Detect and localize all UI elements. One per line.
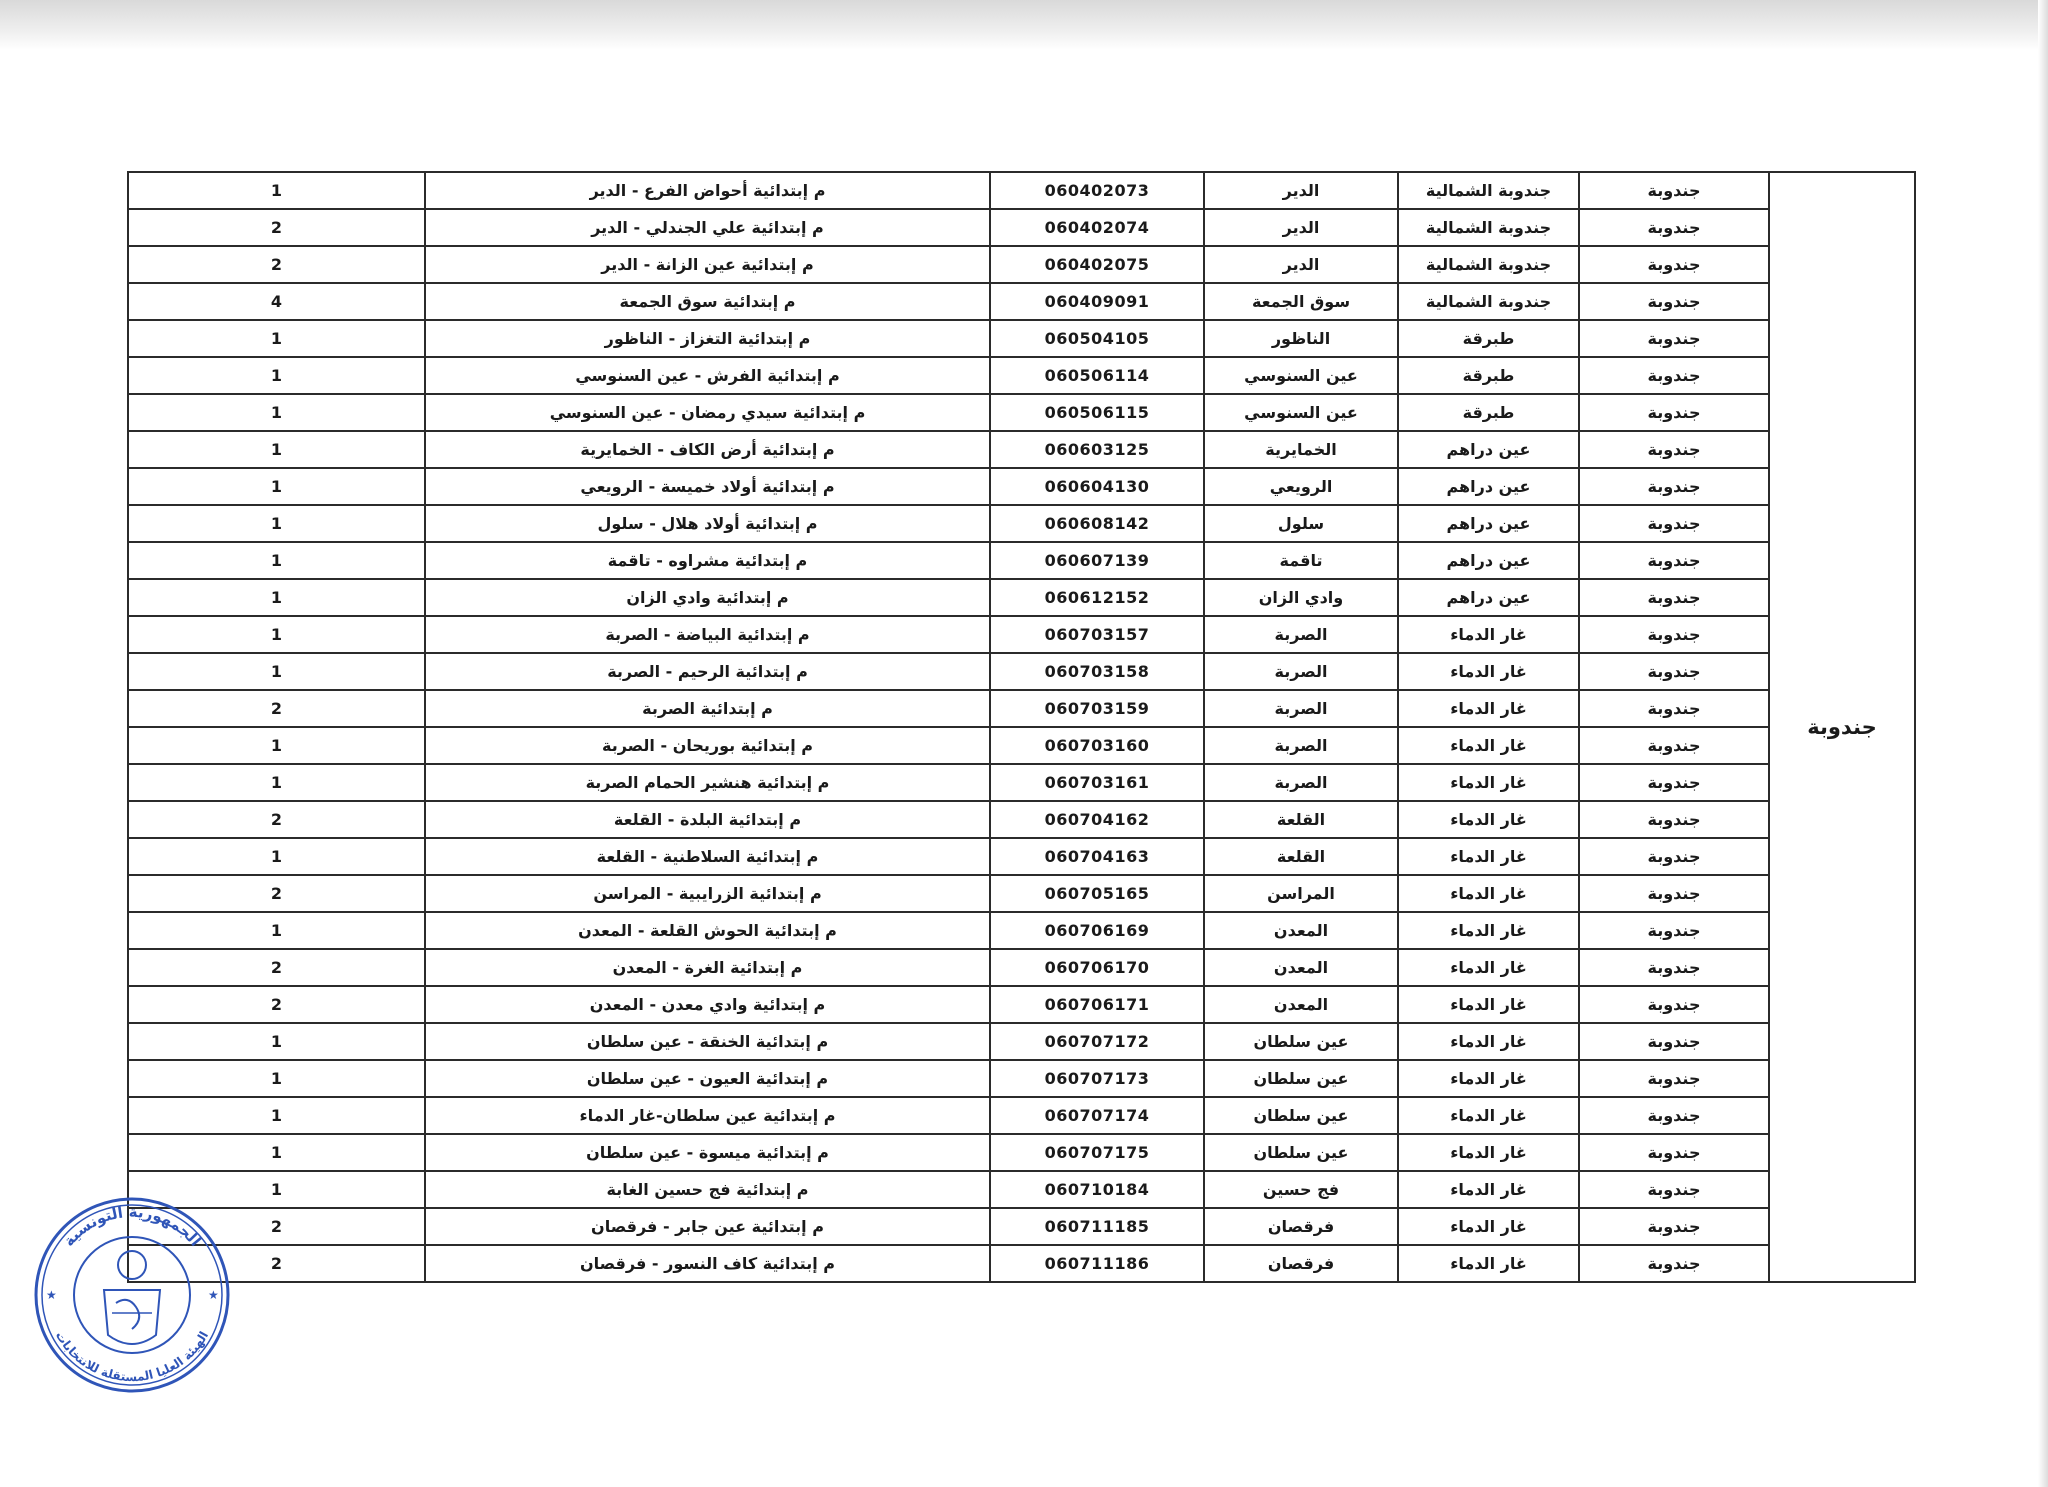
station-code-cell: 060707175	[990, 1134, 1204, 1171]
governorate-cell: جندوبة	[1579, 1245, 1769, 1282]
table-row	[128, 394, 1915, 431]
office-count-cell: 1	[128, 727, 425, 764]
station-code-cell: 060707174	[990, 1097, 1204, 1134]
svg-text:الهيئة العليا المستقلة للانتخا	[53, 1329, 211, 1384]
station-code-cell: 060711186	[990, 1245, 1204, 1282]
sector-cell: فج حسين	[1204, 1171, 1398, 1208]
delegation-cell: غار الدماء	[1398, 875, 1579, 912]
office-count-cell: 1	[128, 1171, 425, 1208]
table-row	[128, 209, 1915, 246]
school-name-cell: م إبتدائية كاف النسور - فرقصان	[425, 1245, 990, 1282]
governorate-cell: جندوبة	[1579, 579, 1769, 616]
station-code-cell: 060612152	[990, 579, 1204, 616]
sector-cell: فرقصان	[1204, 1245, 1398, 1282]
delegation-cell: غار الدماء	[1398, 690, 1579, 727]
sector-cell: المعدن	[1204, 949, 1398, 986]
school-name-cell: م إبتدائية الرحيم - الصربة	[425, 653, 990, 690]
delegation-cell: عين دراهم	[1398, 505, 1579, 542]
sector-cell: سلول	[1204, 505, 1398, 542]
governorate-cell: جندوبة	[1579, 1060, 1769, 1097]
school-name-cell: م إبتدائية أولاد خميسة - الرويعي	[425, 468, 990, 505]
delegation-cell: عين دراهم	[1398, 542, 1579, 579]
school-name-cell: م إبتدائية بوريحان - الصربة	[425, 727, 990, 764]
sector-cell: سوق الجمعة	[1204, 283, 1398, 320]
sector-cell: المراسن	[1204, 875, 1398, 912]
governorate-cell: جندوبة	[1579, 431, 1769, 468]
station-code-cell: 060704162	[990, 801, 1204, 838]
table-row	[128, 320, 1915, 357]
office-count-cell: 1	[128, 912, 425, 949]
sector-cell: عين سلطان	[1204, 1134, 1398, 1171]
sector-cell: القلعة	[1204, 838, 1398, 875]
table-row	[128, 172, 1915, 209]
table-row	[128, 949, 1915, 986]
sector-cell: الدير	[1204, 209, 1398, 246]
table-row	[128, 1245, 1915, 1282]
station-code-cell: 060706171	[990, 986, 1204, 1023]
office-count-cell: 1	[128, 653, 425, 690]
delegation-cell: غار الدماء	[1398, 653, 1579, 690]
governorate-cell: جندوبة	[1579, 1208, 1769, 1245]
table-row	[128, 542, 1915, 579]
delegation-cell: غار الدماء	[1398, 912, 1579, 949]
office-count-cell: 1	[128, 394, 425, 431]
table-row	[128, 505, 1915, 542]
sector-cell: الصربة	[1204, 727, 1398, 764]
office-count-cell: 1	[128, 468, 425, 505]
governorate-cell: جندوبة	[1579, 949, 1769, 986]
delegation-cell: طبرقة	[1398, 357, 1579, 394]
school-name-cell: م إبتدائية البلدة - القلعة	[425, 801, 990, 838]
school-name-cell: م إبتدائية عين الزانة - الدير	[425, 246, 990, 283]
governorate-cell: جندوبة	[1579, 505, 1769, 542]
office-count-cell: 1	[128, 320, 425, 357]
sector-cell: فرقصان	[1204, 1208, 1398, 1245]
school-name-cell: م إبتدائية عين سلطان-غار الدماء	[425, 1097, 990, 1134]
governorate-cell: جندوبة	[1579, 283, 1769, 320]
delegation-cell: عين دراهم	[1398, 468, 1579, 505]
delegation-cell: غار الدماء	[1398, 1208, 1579, 1245]
station-code-cell: 060604130	[990, 468, 1204, 505]
table-row	[128, 1023, 1915, 1060]
station-code-cell: 060506115	[990, 394, 1204, 431]
table-row	[128, 579, 1915, 616]
station-code-cell: 060703159	[990, 690, 1204, 727]
governorate-cell: جندوبة	[1579, 246, 1769, 283]
table-row	[128, 1171, 1915, 1208]
office-count-cell: 1	[128, 579, 425, 616]
sector-cell: الرويعي	[1204, 468, 1398, 505]
station-code-cell: 060608142	[990, 505, 1204, 542]
delegation-cell: غار الدماء	[1398, 1023, 1579, 1060]
station-code-cell: 060703161	[990, 764, 1204, 801]
sector-cell: الناظور	[1204, 320, 1398, 357]
table-row	[128, 357, 1915, 394]
governorate-group-cell: جندوبة	[1769, 172, 1915, 1282]
station-code-cell: 060409091	[990, 283, 1204, 320]
delegation-cell: غار الدماء	[1398, 801, 1579, 838]
office-count-cell: 1	[128, 1060, 425, 1097]
table-row	[128, 246, 1915, 283]
school-name-cell: م إبتدائية التغزاز - الناظور	[425, 320, 990, 357]
delegation-cell: غار الدماء	[1398, 764, 1579, 801]
school-name-cell: م إبتدائية الحوش القلعة - المعدن	[425, 912, 990, 949]
delegation-cell: طبرقة	[1398, 394, 1579, 431]
office-count-cell: 1	[128, 505, 425, 542]
sector-cell: عين السنوسي	[1204, 394, 1398, 431]
office-count-cell: 1	[128, 1097, 425, 1134]
table-row	[128, 912, 1915, 949]
delegation-cell: طبرقة	[1398, 320, 1579, 357]
governorate-cell: جندوبة	[1579, 1134, 1769, 1171]
table-row	[128, 727, 1915, 764]
office-count-cell: 1	[128, 616, 425, 653]
delegation-cell: غار الدماء	[1398, 1245, 1579, 1282]
sector-cell: عين سلطان	[1204, 1060, 1398, 1097]
station-code-cell: 060603125	[990, 431, 1204, 468]
office-count-cell: 1	[128, 1134, 425, 1171]
sector-cell: الصربة	[1204, 653, 1398, 690]
governorate-cell: جندوبة	[1579, 172, 1769, 209]
school-name-cell: م إبتدائية أرض الكاف - الخمايرية	[425, 431, 990, 468]
station-code-cell: 060706169	[990, 912, 1204, 949]
office-count-cell: 2	[128, 209, 425, 246]
office-count-cell: 2	[128, 875, 425, 912]
office-count-cell: 1	[128, 838, 425, 875]
station-code-cell: 060705165	[990, 875, 1204, 912]
station-code-cell: 060402073	[990, 172, 1204, 209]
school-name-cell: م إبتدائية الغرة - المعدن	[425, 949, 990, 986]
station-code-cell: 060703160	[990, 727, 1204, 764]
school-name-cell: م إبتدائية فج حسين الغابة	[425, 1171, 990, 1208]
sector-cell: القلعة	[1204, 801, 1398, 838]
office-count-cell: 4	[128, 283, 425, 320]
station-code-cell: 060706170	[990, 949, 1204, 986]
station-code-cell: 060504105	[990, 320, 1204, 357]
governorate-cell: جندوبة	[1579, 764, 1769, 801]
sector-cell: الدير	[1204, 246, 1398, 283]
station-code-cell: 060707172	[990, 1023, 1204, 1060]
school-name-cell: م إبتدائية وادي الزان	[425, 579, 990, 616]
governorate-cell: جندوبة	[1579, 1097, 1769, 1134]
delegation-cell: جندوبة الشمالية	[1398, 209, 1579, 246]
station-code-cell: 060704163	[990, 838, 1204, 875]
station-code-cell: 060402075	[990, 246, 1204, 283]
polling-stations-table	[127, 171, 1916, 1283]
station-code-cell: 060710184	[990, 1171, 1204, 1208]
table-row	[128, 764, 1915, 801]
svg-text:★: ★	[208, 1288, 219, 1302]
table-row	[128, 838, 1915, 875]
school-name-cell: م إبتدائية ميسوة - عين سلطان	[425, 1134, 990, 1171]
station-code-cell: 060607139	[990, 542, 1204, 579]
school-name-cell: م إبتدائية عين جابر - فرقصان	[425, 1208, 990, 1245]
governorate-cell: جندوبة	[1579, 468, 1769, 505]
school-name-cell: م إبتدائية وادي معدن - المعدن	[425, 986, 990, 1023]
table-row	[128, 431, 1915, 468]
delegation-cell: جندوبة الشمالية	[1398, 172, 1579, 209]
school-name-cell: م إبتدائية الفرش - عين السنوسي	[425, 357, 990, 394]
delegation-cell: عين دراهم	[1398, 431, 1579, 468]
delegation-cell: جندوبة الشمالية	[1398, 246, 1579, 283]
school-name-cell: م إبتدائية علي الجندلي - الدير	[425, 209, 990, 246]
school-name-cell: م إبتدائية مشراوه - تاقمة	[425, 542, 990, 579]
office-count-cell: 2	[128, 1208, 425, 1245]
table-row	[128, 283, 1915, 320]
sector-cell: المعدن	[1204, 912, 1398, 949]
sector-cell: وادي الزان	[1204, 579, 1398, 616]
delegation-cell: غار الدماء	[1398, 727, 1579, 764]
svg-text:الجمهورية التونسية	[60, 1203, 205, 1250]
governorate-cell: جندوبة	[1579, 1171, 1769, 1208]
seal-inner-text: الهيئة العليا المستقلة للانتخابات	[52, 1328, 212, 1385]
governorate-cell: جندوبة	[1579, 542, 1769, 579]
school-name-cell: م إبتدائية العيون - عين سلطان	[425, 1060, 990, 1097]
office-count-cell: 1	[128, 542, 425, 579]
school-name-cell: م إبتدائية هنشير الحمام الصربة	[425, 764, 990, 801]
sector-cell: تاقمة	[1204, 542, 1398, 579]
school-name-cell: م إبتدائية السلاطنية - القلعة	[425, 838, 990, 875]
delegation-cell: غار الدماء	[1398, 1097, 1579, 1134]
school-name-cell: م إبتدائية أولاد هلال - سلول	[425, 505, 990, 542]
table-row	[128, 1134, 1915, 1171]
governorate-cell: جندوبة	[1579, 912, 1769, 949]
office-count-cell: 2	[128, 690, 425, 727]
station-code-cell: 060506114	[990, 357, 1204, 394]
school-name-cell: م إبتدائية الخنقة - عين سلطان	[425, 1023, 990, 1060]
office-count-cell: 2	[128, 949, 425, 986]
school-name-cell: م إبتدائية الزرايبية - المراسن	[425, 875, 990, 912]
table-row	[128, 1060, 1915, 1097]
station-code-cell: 060711185	[990, 1208, 1204, 1245]
sector-cell: الصربة	[1204, 616, 1398, 653]
table-row	[128, 468, 1915, 505]
station-code-cell: 060703157	[990, 616, 1204, 653]
delegation-cell: غار الدماء	[1398, 1060, 1579, 1097]
governorate-cell: جندوبة	[1579, 727, 1769, 764]
delegation-cell: غار الدماء	[1398, 1171, 1579, 1208]
sector-cell: عين سلطان	[1204, 1097, 1398, 1134]
governorate-cell: جندوبة	[1579, 616, 1769, 653]
station-code-cell: 060707173	[990, 1060, 1204, 1097]
sector-cell: الخمايرية	[1204, 431, 1398, 468]
office-count-cell: 2	[128, 1245, 425, 1282]
station-code-cell: 060703158	[990, 653, 1204, 690]
school-name-cell: م إبتدائية أحواض الفرع - الدير	[425, 172, 990, 209]
sector-cell: الدير	[1204, 172, 1398, 209]
delegation-cell: عين دراهم	[1398, 579, 1579, 616]
governorate-cell: جندوبة	[1579, 209, 1769, 246]
governorate-cell: جندوبة	[1579, 1023, 1769, 1060]
office-count-cell: 2	[128, 986, 425, 1023]
governorate-cell: جندوبة	[1579, 838, 1769, 875]
school-name-cell: م إبتدائية الصربة	[425, 690, 990, 727]
table-row	[128, 801, 1915, 838]
table-row	[128, 1097, 1915, 1134]
delegation-cell: غار الدماء	[1398, 949, 1579, 986]
governorate-cell: جندوبة	[1579, 394, 1769, 431]
sector-cell: الصربة	[1204, 764, 1398, 801]
sector-cell: الصربة	[1204, 690, 1398, 727]
office-count-cell: 1	[128, 172, 425, 209]
governorate-cell: جندوبة	[1579, 986, 1769, 1023]
svg-text:★: ★	[46, 1288, 57, 1302]
table-row	[128, 653, 1915, 690]
delegation-cell: جندوبة الشمالية	[1398, 283, 1579, 320]
scan-shadow-top	[0, 0, 2048, 50]
office-count-cell: 1	[128, 764, 425, 801]
governorate-cell: جندوبة	[1579, 653, 1769, 690]
sector-cell: عين سلطان	[1204, 1023, 1398, 1060]
table-row	[128, 875, 1915, 912]
official-seal-icon	[32, 1195, 232, 1395]
governorate-cell: جندوبة	[1579, 357, 1769, 394]
sector-cell: المعدن	[1204, 986, 1398, 1023]
office-count-cell: 1	[128, 1023, 425, 1060]
school-name-cell: م إبتدائية سيدي رمضان - عين السنوسي	[425, 394, 990, 431]
governorate-cell: جندوبة	[1579, 690, 1769, 727]
table-row	[128, 690, 1915, 727]
office-count-cell: 1	[128, 431, 425, 468]
seal-outer-text: الجمهورية التونسية	[59, 1202, 205, 1250]
governorate-cell: جندوبة	[1579, 801, 1769, 838]
delegation-cell: غار الدماء	[1398, 1134, 1579, 1171]
table-row	[128, 986, 1915, 1023]
station-code-cell: 060402074	[990, 209, 1204, 246]
school-name-cell: م إبتدائية البياضة - الصربة	[425, 616, 990, 653]
office-count-cell: 2	[128, 246, 425, 283]
delegation-cell: غار الدماء	[1398, 838, 1579, 875]
delegation-cell: غار الدماء	[1398, 986, 1579, 1023]
office-count-cell: 2	[128, 801, 425, 838]
delegation-cell: غار الدماء	[1398, 616, 1579, 653]
table-row	[128, 1208, 1915, 1245]
office-count-cell: 1	[128, 357, 425, 394]
governorate-cell: جندوبة	[1579, 320, 1769, 357]
scan-shadow-right	[2038, 0, 2048, 1487]
sector-cell: عين السنوسي	[1204, 357, 1398, 394]
table-row	[128, 616, 1915, 653]
school-name-cell: م إبتدائية سوق الجمعة	[425, 283, 990, 320]
governorate-cell: جندوبة	[1579, 875, 1769, 912]
